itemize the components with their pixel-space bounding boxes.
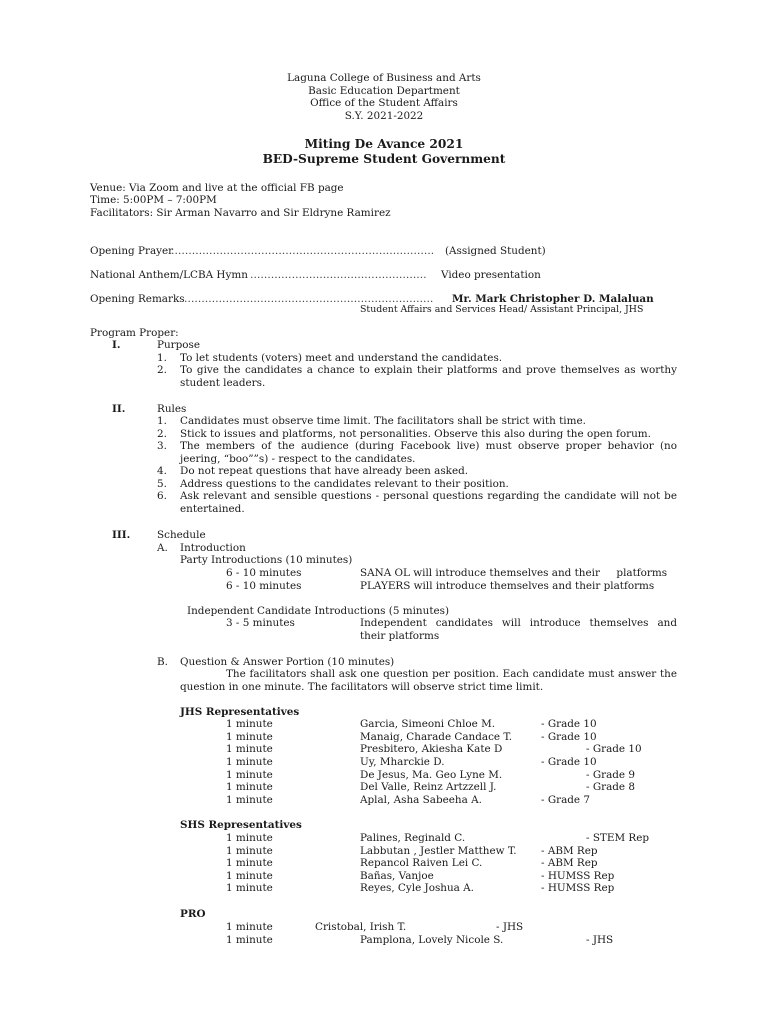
purpose-title: Purpose	[157, 339, 201, 351]
candidate-position: - JHS	[496, 921, 524, 933]
header-department: Basic Education Department	[308, 85, 460, 97]
candidate-name: Pamplona, Lovely Nicole S.	[360, 934, 504, 946]
opening-remarks-leader: ………………………………………………………………	[184, 293, 434, 305]
rules-numeral: II.	[112, 403, 126, 415]
rule-item: Stick to issues and platforms, not personalities. Observe this also during the open forum.	[180, 428, 651, 440]
anthem-label: National Anthem/LCBA Hymn	[90, 269, 248, 281]
party-intro-time: 6 - 10 minutes	[226, 580, 302, 592]
candidate-name: Labbutan , Jestler Matthew T.	[360, 845, 517, 857]
candidate-position: - ABM Rep	[541, 845, 598, 857]
opening-prayer-leader: ………………………………………………………………….	[171, 245, 435, 257]
schedule-numeral: III.	[112, 529, 131, 541]
opening-remarks-speaker: Mr. Mark Christopher D. Malaluan	[452, 293, 654, 305]
venue-line: Venue: Via Zoom and live at the official FB page	[90, 182, 344, 194]
opening-prayer-value: (Assigned Student)	[445, 245, 546, 257]
opening-remarks-label: Opening Remarks	[90, 293, 185, 305]
party-intro-text: SANA OL will introduce themselves and their platforms	[360, 567, 668, 579]
document-title: Miting De Avance 2021	[304, 137, 464, 151]
independent-intro-text: Independent candidates will introduce themselves and their platforms	[360, 617, 677, 642]
program-heading: Program Proper:	[90, 327, 179, 339]
candidate-name: De Jesus, Ma. Geo Lyne M.	[360, 769, 503, 781]
candidate-time: 1 minute	[226, 934, 273, 946]
candidate-name: Cristobal, Irish T.	[315, 921, 407, 933]
purpose-item-num: 1.	[157, 352, 167, 364]
candidate-time: 1 minute	[226, 756, 273, 768]
candidate-time: 1 minute	[226, 781, 273, 793]
purpose-item: To give the candidates a chance to explain their platforms and prove themselves as worthy student leaders.	[180, 364, 677, 389]
document-subtitle: BED-Supreme Student Government	[262, 152, 506, 166]
candidate-name: Del Valle, Reinz Artzzell J.	[360, 781, 497, 793]
rule-num: 6.	[157, 490, 167, 502]
candidate-time: 1 minute	[226, 845, 273, 857]
anthem-value: Video presentation	[441, 269, 541, 281]
candidate-position: - Grade 9	[586, 769, 635, 781]
candidate-name: Reyes, Cyle Joshua A.	[360, 882, 474, 894]
rules-title: Rules	[157, 403, 187, 415]
candidate-position: - Grade 10	[541, 731, 597, 743]
rule-num: 5.	[157, 478, 167, 490]
rule-num: 2.	[157, 428, 167, 440]
purpose-item: To let students (voters) meet and understand the candidates.	[180, 352, 503, 364]
rule-item: Address questions to the candidates relevant to their position.	[180, 478, 509, 490]
section-a-title: Introduction	[180, 542, 246, 554]
party-intro-text: PLAYERS will introduce themselves and their platforms	[360, 580, 655, 592]
schedule-title: Schedule	[157, 529, 206, 541]
candidate-position: - Grade 10	[541, 718, 597, 730]
candidate-time: 1 minute	[226, 718, 273, 730]
candidate-position: - Grade 8	[586, 781, 635, 793]
rule-num: 3.	[157, 440, 167, 452]
header-office: Office of the Student Affairs	[310, 97, 458, 109]
candidate-name: Uy, Mharckie D.	[360, 756, 445, 768]
time-line: Time: 5:00PM – 7:00PM	[90, 194, 217, 206]
candidate-position: - Grade 10	[586, 743, 642, 755]
candidate-time: 1 minute	[226, 870, 273, 882]
rule-item: Do not repeat questions that have already been asked.	[180, 465, 469, 477]
candidate-name: Manaig, Charade Candace T.	[360, 731, 513, 743]
party-intro-title: Party Introductions (10 minutes)	[180, 554, 353, 566]
candidate-position: - Grade 10	[541, 756, 597, 768]
rule-item: Ask relevant and sensible questions - personal questions regarding the candidate will not be entertained.	[180, 490, 677, 515]
candidate-name: Aplal, Asha Sabeeha A.	[360, 794, 482, 806]
pro-title: PRO	[180, 908, 206, 920]
candidate-name: Presbitero, Akiesha Kate D	[360, 743, 503, 755]
candidate-time: 1 minute	[226, 921, 273, 933]
purpose-numeral: I.	[112, 339, 121, 351]
candidate-name: Palines, Reginald C.	[360, 832, 466, 844]
header-school: Laguna College of Business and Arts	[287, 72, 481, 84]
opening-prayer-label: Opening Prayer	[90, 245, 174, 257]
section-b-description: The facilitators shall ask one question per position. Each candidate must answer the question in one minute. The facilitators will observe strict time limit.	[180, 668, 677, 693]
jhs-title: JHS Representatives	[180, 706, 300, 718]
section-a-label: A.	[157, 542, 168, 554]
candidate-position: - STEM Rep	[586, 832, 650, 844]
rule-item: Candidates must observe time limit. The facilitators shall be strict with time.	[180, 415, 586, 427]
candidate-time: 1 minute	[226, 794, 273, 806]
candidate-position: - HUMSS Rep	[541, 870, 615, 882]
candidate-time: 1 minute	[226, 882, 273, 894]
candidate-position: - JHS	[586, 934, 614, 946]
candidate-position: - HUMSS Rep	[541, 882, 615, 894]
candidate-time: 1 minute	[226, 731, 273, 743]
independent-intro-time: 3 - 5 minutes	[226, 617, 295, 629]
anthem-leader: ……………………………………………	[250, 269, 427, 281]
candidate-time: 1 minute	[226, 769, 273, 781]
candidate-name: Bañas, Vanjoe	[360, 870, 434, 882]
candidate-name: Repancol Raiven Lei C.	[360, 857, 483, 869]
candidate-position: - ABM Rep	[541, 857, 598, 869]
candidate-time: 1 minute	[226, 743, 273, 755]
rule-num: 1.	[157, 415, 167, 427]
section-b-label: B.	[157, 656, 168, 668]
candidate-position: - Grade 7	[541, 794, 590, 806]
section-b-title: Question & Answer Portion (10 minutes)	[180, 656, 395, 668]
candidate-name: Garcia, Simeoni Chloe M.	[360, 718, 496, 730]
shs-title: SHS Representatives	[180, 819, 302, 831]
candidate-time: 1 minute	[226, 832, 273, 844]
header-school-year: S.Y. 2021-2022	[344, 110, 424, 122]
party-intro-time: 6 - 10 minutes	[226, 567, 302, 579]
candidate-time: 1 minute	[226, 857, 273, 869]
rule-num: 4.	[157, 465, 167, 477]
opening-remarks-role: Student Affairs and Services Head/ Assistant Principal, JHS	[360, 304, 644, 315]
facilitators-line: Facilitators: Sir Arman Navarro and Sir Eldryne Ramirez	[90, 207, 391, 219]
rule-item: The members of the audience (during Facebook live) must observe proper behavior (no jeering, “boo””s) - respect to the candidates.	[180, 440, 677, 465]
independent-intro-title: Independent Candidate Introductions (5 minutes)	[187, 605, 450, 617]
purpose-item-num: 2.	[157, 364, 167, 376]
